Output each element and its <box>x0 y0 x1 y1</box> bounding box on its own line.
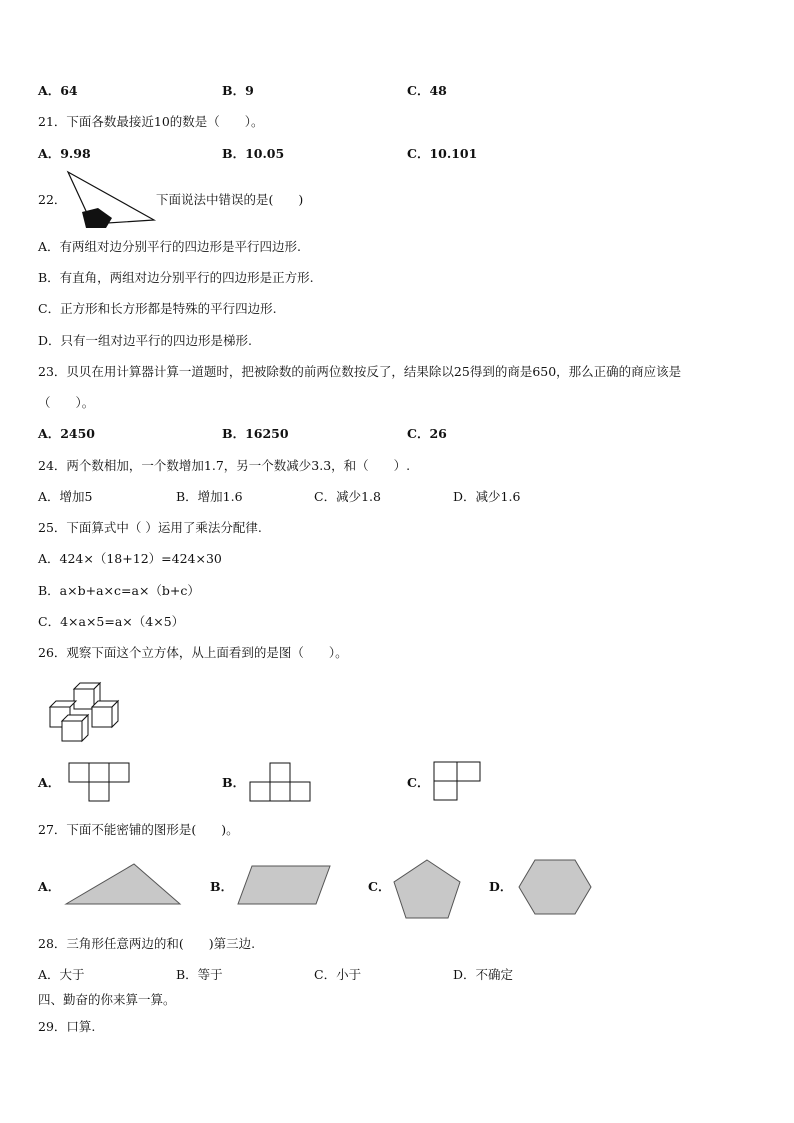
q27-stem: 27．下面不能密铺的图形是( )。 <box>38 822 239 837</box>
q21-option-c: C．10.101 <box>407 146 478 161</box>
q23-stem-line2: （ ）。 <box>38 395 95 410</box>
section-heading: 四、勤奋的你来算一算。 <box>38 992 176 1007</box>
q23-option-a: A．2450 <box>38 426 95 441</box>
q24-option-d: D．减少1.6 <box>453 489 521 504</box>
q23-stem-line1: 23．贝贝在用计算器计算一道题时，把被除数的前两位数按反了，结果除以25得到的商是650，那么正确的商应该是 <box>38 364 682 379</box>
q21-option-a: A．9.98 <box>38 146 91 161</box>
q23-option-c: C．26 <box>407 426 447 441</box>
q27-option-b-label: B． <box>210 879 234 894</box>
q27-option-c-label: C． <box>368 879 391 894</box>
q28-option-d: D．不确定 <box>453 967 514 982</box>
q22-option-d: D．只有一组对边平行的四边形是梯形. <box>38 333 252 348</box>
q28-option-b: B．等于 <box>176 967 223 982</box>
q29-stem: 29．口算. <box>38 1019 96 1034</box>
top-view-b-figure <box>249 762 311 802</box>
q26-option-a-label: A． <box>38 775 61 790</box>
cube-stack-figure <box>44 683 124 745</box>
top-view-c-figure <box>433 761 481 801</box>
q25-option-a: A．424×（18+12）=424×30 <box>38 551 222 566</box>
q22-stem: 下面说法中错误的是( ) <box>156 192 304 207</box>
q24-option-c: C．减少1.8 <box>314 489 381 504</box>
hexagon-shape <box>517 858 593 916</box>
q22-number: 22． <box>38 192 67 207</box>
q22-option-b: B．有直角，两组对边分别平行的四边形是正方形. <box>38 270 314 285</box>
triangle-shape <box>64 862 182 906</box>
q27-option-d-label: D． <box>489 879 513 894</box>
q25-stem: 25．下面算式中（ ）运用了乘法分配律. <box>38 520 262 535</box>
q26-option-b-label: B． <box>222 775 246 790</box>
q20-option-b: B．9 <box>222 83 254 98</box>
q28-option-c: C．小于 <box>314 967 362 982</box>
q24-option-b: B．增加1.6 <box>176 489 243 504</box>
q25-option-c: C．4×a×5=a×（4×5） <box>38 614 185 629</box>
q23-option-b: B．16250 <box>222 426 289 441</box>
q20-option-c: C．48 <box>407 83 447 98</box>
q25-option-b: B．a×b+a×c=a×（b+c） <box>38 583 200 598</box>
q21-option-b: B．10.05 <box>222 146 285 161</box>
q24-stem: 24．两个数相加，一个数增加1.7，另一个数减少3.3，和（ ）. <box>38 458 411 473</box>
parallelogram-shape <box>236 864 332 906</box>
q20-option-a: A．64 <box>38 83 78 98</box>
q28-option-a: A．大于 <box>38 967 85 982</box>
q26-option-c-label: C． <box>407 775 430 790</box>
q26-stem: 26．观察下面这个立方体，从上面看到的是图（ ）。 <box>38 645 348 660</box>
q28-stem: 28．三角形任意两边的和( )第三边. <box>38 936 256 951</box>
q22-option-c: C．正方形和长方形都是特殊的平行四边形. <box>38 301 277 316</box>
pentagon-shape <box>392 858 462 920</box>
q22-option-a: A．有两组对边分别平行的四边形是平行四边形. <box>38 239 302 254</box>
triangle-figure <box>62 170 158 232</box>
top-view-a-figure <box>68 762 130 802</box>
q21-stem: 21．下面各数最接近10的数是（ ）。 <box>38 114 264 129</box>
q27-option-a-label: A． <box>38 879 61 894</box>
q24-option-a: A．增加5 <box>38 489 93 504</box>
